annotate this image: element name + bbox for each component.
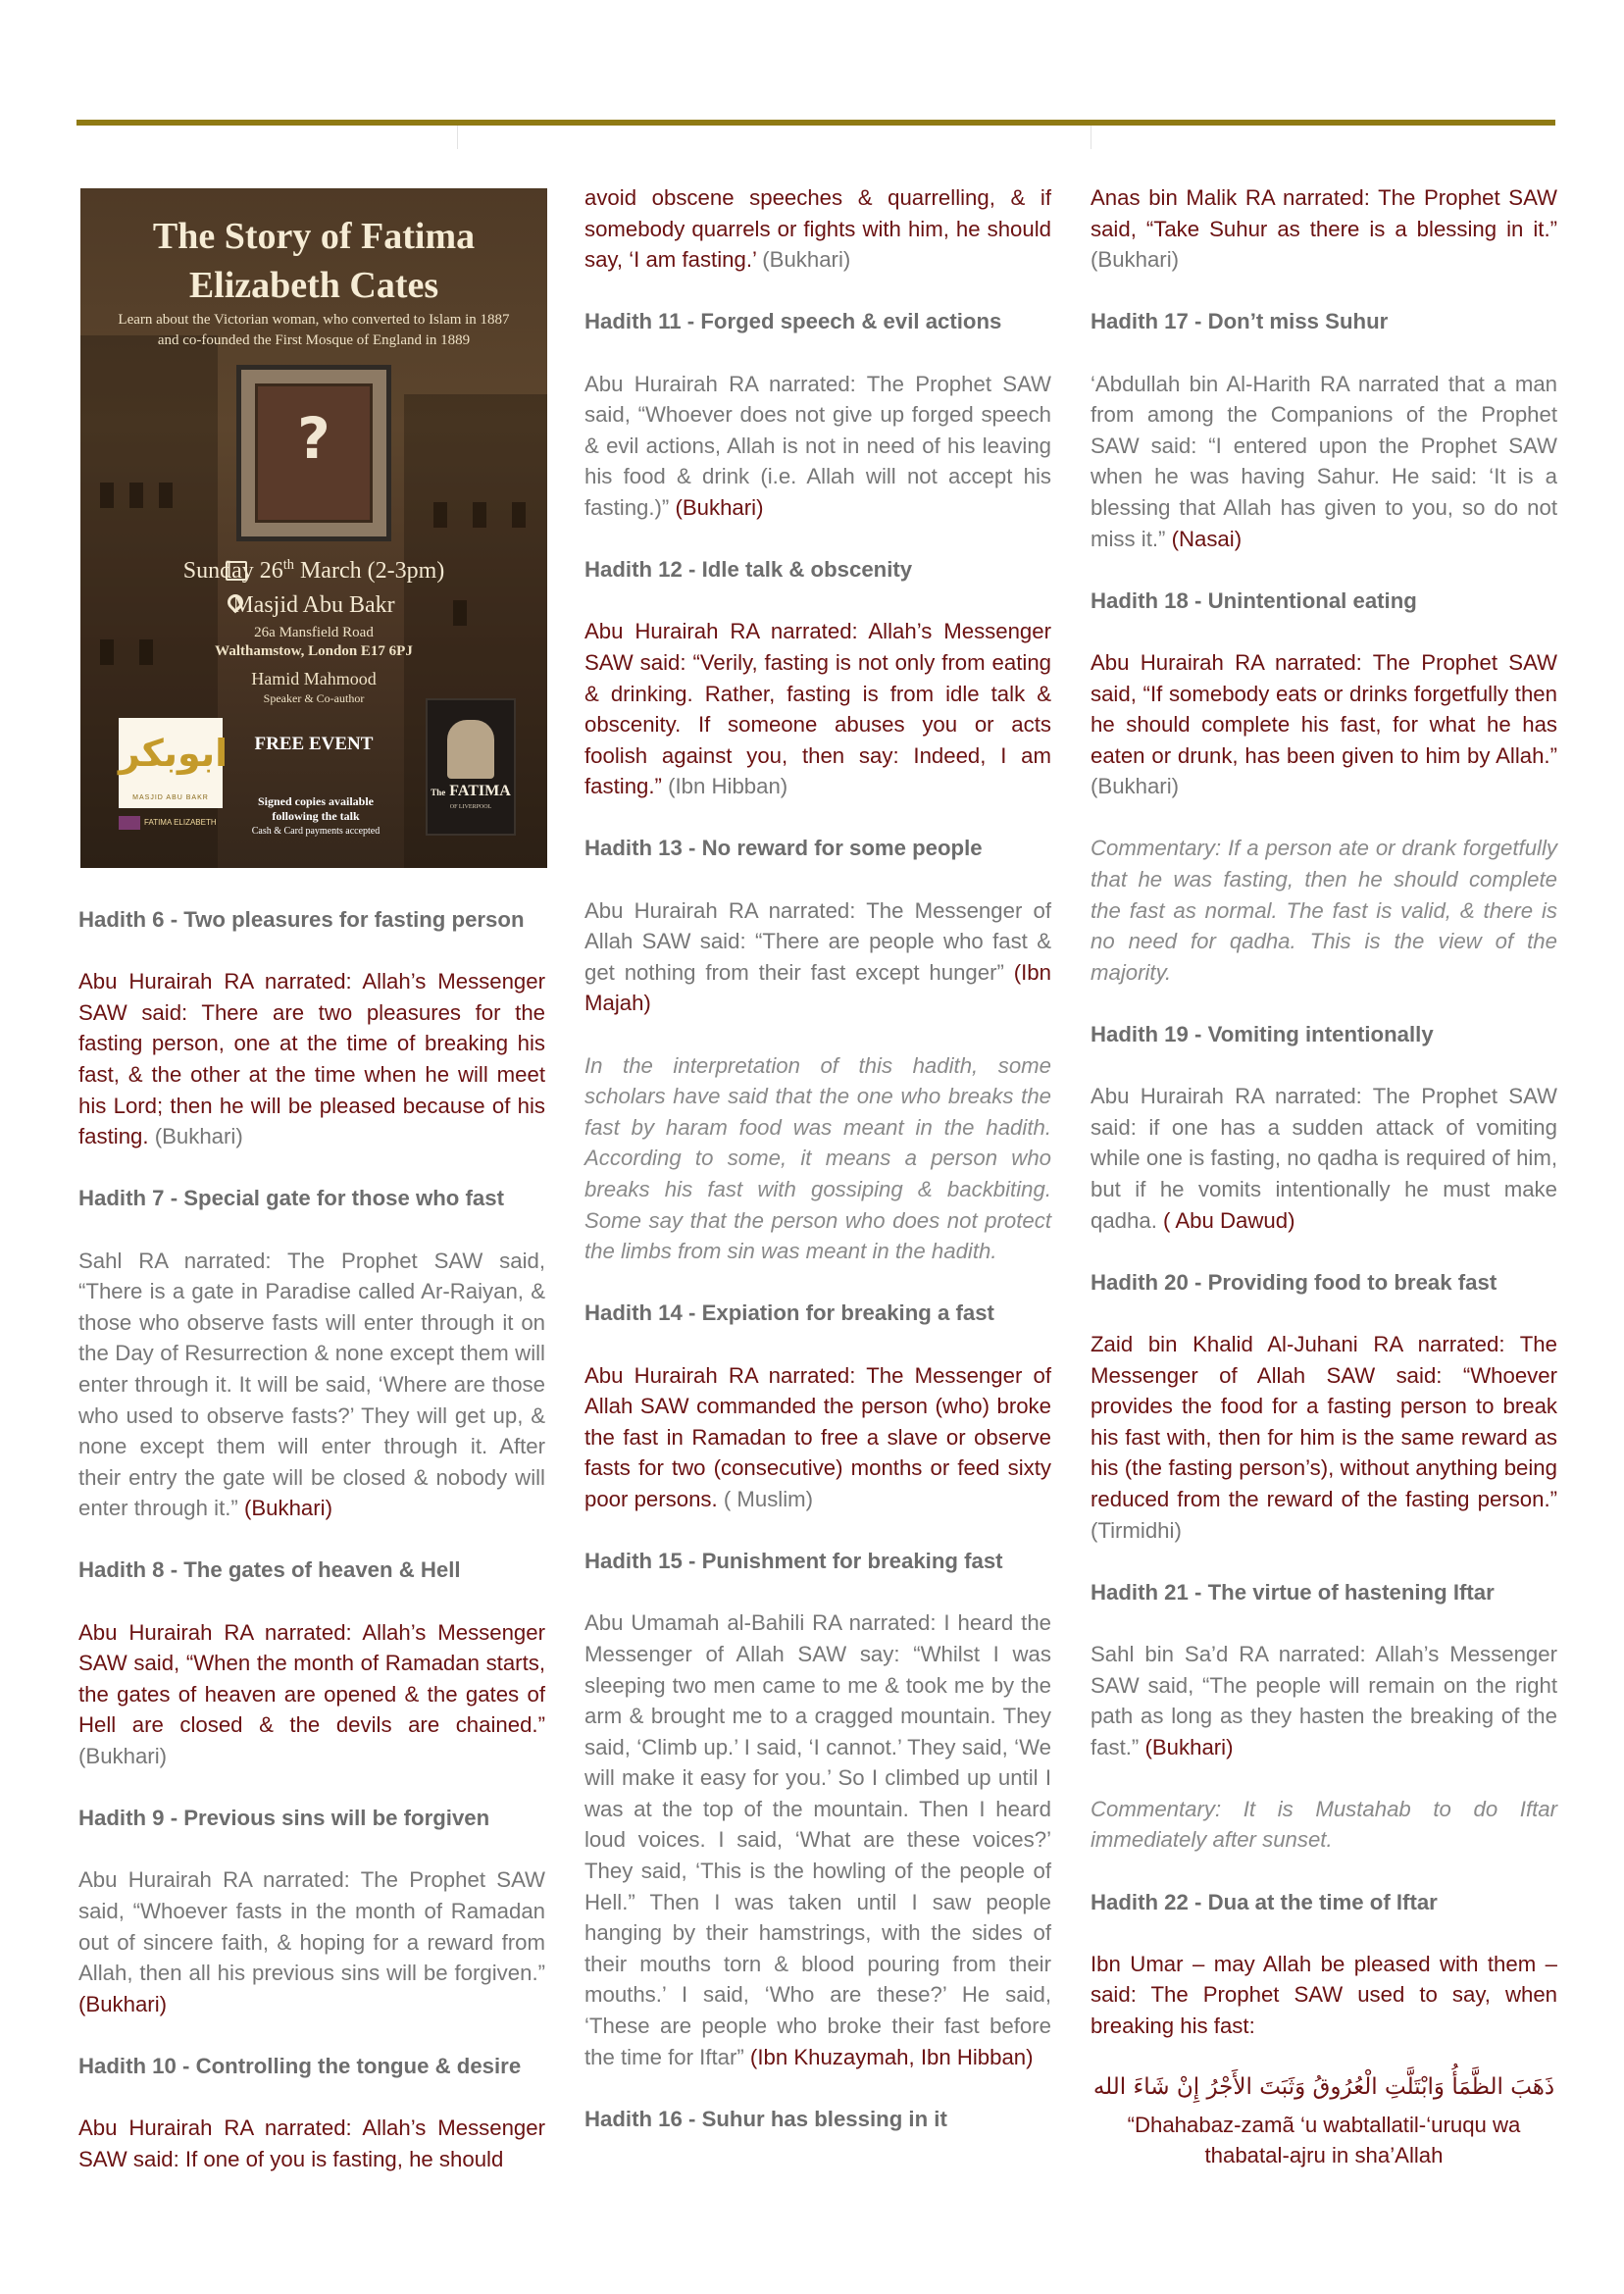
- hadith-heading: Hadith 17 - Don’t miss Suhur: [1091, 309, 1389, 334]
- poster-subtitle: Learn about the Victorian woman, who converted to Islam in 1887 and co-founded the First Mosque of England in 1889: [118, 312, 510, 348]
- question-mark-icon: ?: [297, 405, 330, 472]
- partner-logo: FATIMA ELIZABETH: [119, 816, 236, 841]
- hadith-heading: Hadith 21 - The virtue of hastening Iftar: [1091, 1579, 1495, 1605]
- hadith-heading: Hadith 9 - Previous sins will be forgiven: [78, 1806, 490, 1831]
- hadith-heading: Hadith 13 - No reward for some people: [584, 836, 983, 861]
- hadith-text: Abu Hurairah RA narrated: Allah’s Messenger SAW said, “When the month of Ramadan starts, the gates of heaven are opened & the gates of Hell are closed & the devils are chained.” (Bukhari): [78, 1619, 545, 1769]
- hadith-text: ‘Abdullah bin Al-Harith RA narrated that a man from among the Companions of the Prophet SAW said: “I entered upon the Prophet SAW when he was having Sahur. He said: ‘It is a blessing that Allah has given to you, so do not miss it.” (Nasai): [1091, 371, 1557, 551]
- free-event-label: FREE EVENT: [254, 734, 374, 754]
- hadith-heading: Hadith 14 - Expiation for breaking a fast: [584, 1300, 994, 1326]
- hadith-heading: Hadith 12 - Idle talk & obscenity: [584, 557, 913, 583]
- hadith-text: Abu Hurairah RA narrated: The Messenger of Allah SAW commanded the person (who) broke the fast in Ramadan to free a slave or observe fasts for two (consecutive) months or feed sixty poor persons. ( Muslim): [584, 1362, 1051, 1511]
- column-3: [1091, 182, 1557, 2203]
- hadith-heading: Hadith 10 - Controlling the tongue & desire: [78, 2053, 522, 2078]
- hadith-text: Abu Hurairah RA narrated: The Prophet SAW said, “If somebody eats or drinks forgetfully then he should complete his fast, for what he has eaten or drunk, has been given to him by Allah.” (Bukhari): [1091, 649, 1557, 799]
- book-cover: The FATIMA OF LIVERPOOL: [426, 698, 516, 836]
- hadith-text: Sahl bin Sa’d RA narrated: Allah’s Messenger SAW said, “The people will remain on the right path as long as they hasten the breaking of the fast.” (Bukhari): [1091, 1641, 1557, 1759]
- portrait-frame: [236, 365, 391, 541]
- hadith-text: avoid obscene speeches & quarrelling, & if somebody quarrels or fights with him, he should say, ‘I am fasting.’ (Bukhari): [584, 185, 1051, 273]
- hadith-text: Abu Umamah al-Bahili RA narrated: I heard the Messenger of Allah SAW say: “Whilst I was sleeping two men came to me & took me by the arm & brought me to a cragged mountain. They said, ‘Climb up.’ I said, ‘I cannot.’ They said, ‘We will make it easy for you.’ So I climbed up until I was at the top of the mountain. Then I heard loud voices. I said, ‘What are these voices?’ They said, ‘This is the howling of the people of Hell.” Then I was taken until I saw people hanging by their hamstrings, with the sides of their mouths torn & blood pouring from their mouths.’ I said, ‘Who are these?’ He said, ‘These are people who broke their fast before the time for Iftar” (Ibn Khuzaymah, Ibn Hibban): [584, 1610, 1051, 2069]
- hadith-text: Zaid bin Khalid Al-Juhani RA narrated: The Messenger of Allah SAW said: “Whoever provides the food for a fasting person to break his fast with, then for him is the same reward as his (the fasting person’s), without anything being reduced from the reward of the fasting person.” (Tirmidhi): [1091, 1331, 1557, 1543]
- hadith-text: Abu Hurairah RA narrated: The Prophet SAW said: if one has a sudden attack of vomiting while one is fasting, no qadha is required of him, but if he vomits intentionally he must make qadha. ( Abu Dawud): [1091, 1084, 1557, 1233]
- hadith-heading: Hadith 11 - Forged speech & evil actions: [584, 309, 1002, 334]
- hadith-text: Abu Hurairah RA narrated: The Messenger of Allah SAW said: “There are people who fast & get nothing from their fast except hunger” (Ibn Majah): [584, 897, 1051, 1016]
- poster-address: 26a Mansfield Road Walthamstow, London E17 6PJ: [215, 625, 413, 659]
- top-rule: [76, 120, 1555, 126]
- hadith-heading: Hadith 22 - Dua at the time of Iftar: [1091, 1889, 1438, 1914]
- column-2: [584, 182, 1051, 2166]
- hadith-heading: Hadith 8 - The gates of heaven & Hell: [78, 1557, 461, 1583]
- hadith-heading: Hadith 7 - Special gate for those who fast: [78, 1186, 504, 1211]
- event-poster: [80, 188, 547, 868]
- hadith-text: Abu Hurairah RA narrated: The Prophet SAW said, “Whoever does not give up forged speech & evil actions, Allah is not in need of his leaving his food & drink (i.e. Allah will not accept his fasting.)” (Bukhari): [584, 371, 1051, 520]
- masjid-abu-bakr-logo: ابوبكر MASJID ABU BAKR: [119, 718, 223, 808]
- hadith-text: Anas bin Malik RA narrated: The Prophet SAW said, “Take Suhur as there is a blessing in it.” (Bukhari): [1091, 185, 1557, 273]
- column-divider-tick: [457, 126, 458, 149]
- hadith-heading: Hadith 18 - Unintentional eating: [1091, 587, 1417, 613]
- poster-venue: Masjid Abu Bakr: [232, 592, 395, 618]
- hadith-text: Abu Hurairah RA narrated: The Prophet SAW said, “Whoever fasts in the month of Ramadan out of sincere faith, & hoping for a reward from Allah, then all his previous sins will be forgiven.” (Bukhari): [78, 1867, 545, 2016]
- hadith-text: Abu Hurairah RA narrated: Allah’s Messenger SAW said: “Verily, fasting is not only from eating & drinking. Rather, fasting is from idle talk & obscenity. If someone abuses you or acts foolish against you, then say: Indeed, I am fasting.” (Ibn Hibban): [584, 619, 1051, 799]
- hadith-text: Abu Hurairah RA narrated: Allah’s Messenger SAW said: There are two pleasures for the fasting person, one at the time of breaking his fast, & the other at the time when he will meet his Lord; then he will be pleased because of his fasting. (Bukhari): [78, 969, 545, 1149]
- hadith-heading: Hadith 6 - Two pleasures for fasting person: [78, 907, 525, 932]
- hadith-text: Sahl RA narrated: The Prophet SAW said, “There is a gate in Paradise called Ar-Raiyan, & those who observe fasts will enter through it on the Day of Resurrection & none except them will enter through it. It will be said, ‘Where are those who used to observe fasts?’ They will get up, & none except them will enter through it. After their entry the gate will be closed & nobody will enter through it.” (Bukhari): [78, 1248, 545, 1521]
- hadith-heading: Hadith 19 - Vomiting intentionally: [1091, 1022, 1434, 1047]
- column-1: [78, 904, 545, 2206]
- hadith-heading: Hadith 15 - Punishment for breaking fast: [584, 1549, 1003, 1574]
- hadith-heading: Hadith 20 - Providing food to break fast: [1091, 1269, 1497, 1295]
- hadith-commentary: Commentary: It is Mustahab to do Iftar immediately after sunset.: [1091, 1796, 1557, 1853]
- hadith-heading: Hadith 16 - Suhur has blessing in it: [584, 2106, 947, 2131]
- dua-transliteration: “Dhahabaz-zamã ‘u wabtallatil-‘uruqu wa thabatal-ajru in sha’Allah: [1127, 2112, 1521, 2168]
- poster-speaker: Hamid Mahmood Speaker & Co-author: [251, 669, 377, 705]
- hadith-text: Abu Hurairah RA narrated: Allah’s Messenger SAW said: If one of you is fasting, he should: [78, 2116, 545, 2171]
- signed-copies-note: Signed copies available following the talk Cash & Card payments accepted: [251, 794, 381, 837]
- hadith-commentary: Commentary: If a person ate or drank forgetfully that he was fasting, then he should complete the fast as normal. The fast is valid, & there is no need for qadha. This is the view of the majority.: [1091, 836, 1557, 985]
- arabic-dua: ذَهَبَ الظَّمَأُ وَابْتَلَّتِ الْعُرُوقُ وَثَبَتَ الأَجْرُ إِنْ شَاءَ الله: [1092, 2074, 1555, 2101]
- poster-title: The Story of Fatima Elizabeth Cates: [152, 216, 476, 306]
- poster-date: Sunday 26th March (2-3pm): [182, 557, 445, 584]
- hadith-commentary: In the interpretation of this hadith, some scholars have said that the one who breaks the fast by haram food was meant in the hadith. According to some, it means a person who breaks his fast with gossiping & backbiting. Some say that the person who does not protect the limbs from sin was meant in the hadith.: [584, 1052, 1051, 1264]
- hadith-text: Ibn Umar – may Allah be pleased with them – said: The Prophet SAW used to say, when breaking his fast:: [1091, 1951, 1557, 2039]
